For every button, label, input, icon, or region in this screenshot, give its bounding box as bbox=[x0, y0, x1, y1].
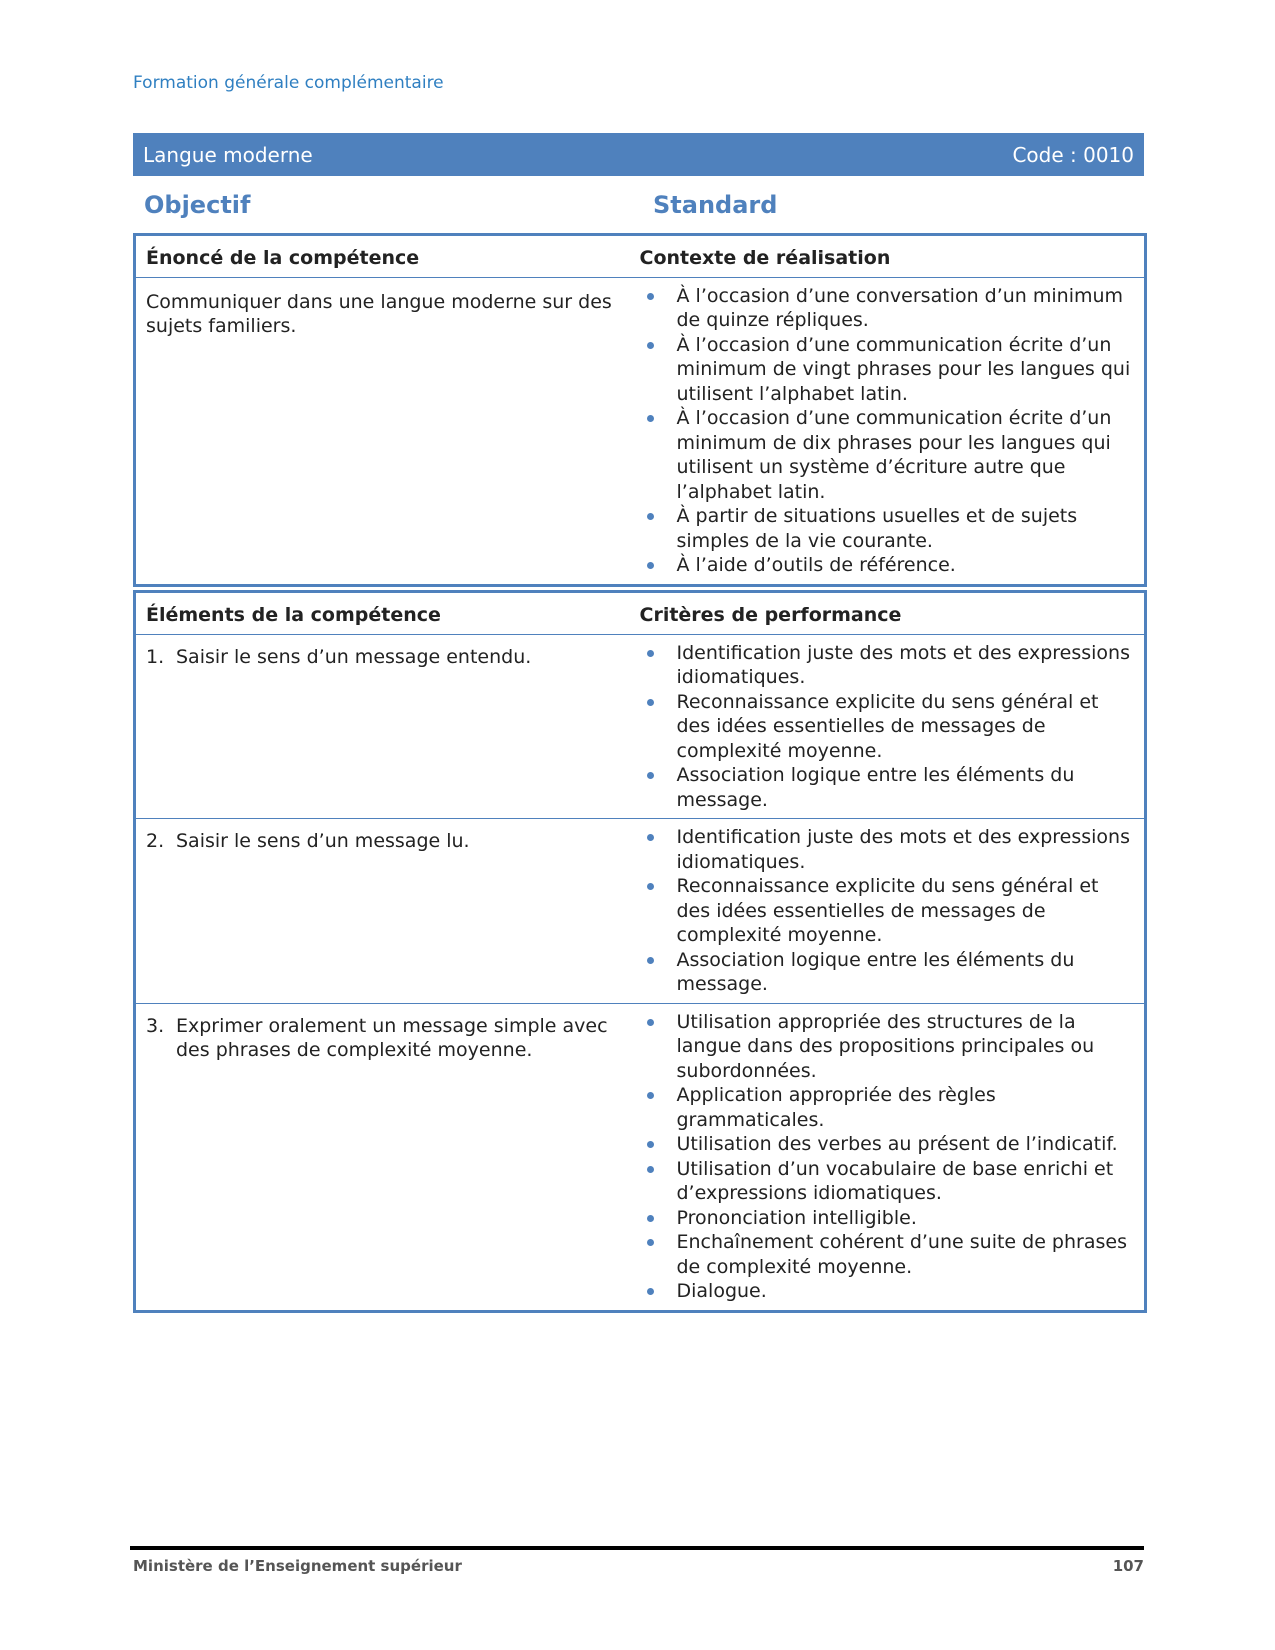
page-number: 107 bbox=[1112, 1557, 1144, 1575]
page-footer bbox=[133, 1557, 1144, 1575]
element-number: 1. bbox=[146, 645, 165, 668]
table-row bbox=[135, 1003, 1146, 1311]
criteria-item: Utilisation d’un vocabulaire de base enrichi et d’expressions idiomatiques. bbox=[640, 1157, 1135, 1206]
criteria-item: Association logique entre les éléments du message. bbox=[640, 763, 1135, 812]
criteria-list bbox=[640, 641, 1135, 813]
criteria-cell bbox=[630, 634, 1146, 819]
element-text: Exprimer oralement un message simple avec des phrases de complexité moyenne. bbox=[176, 1014, 608, 1061]
bullet-icon bbox=[647, 342, 654, 349]
criteria-item: Utilisation appropriée des structures de la langue dans des propositions principales ou subordonnées. bbox=[640, 1010, 1135, 1084]
criteria-list bbox=[640, 825, 1135, 997]
criteria-item: Reconnaissance explicite du sens général et des idées essentielles de messages de complexité moyenne. bbox=[640, 690, 1135, 764]
criteria-item: Utilisation des verbes au présent de l’indicatif. bbox=[640, 1132, 1135, 1157]
bullet-icon bbox=[647, 650, 654, 657]
bullet-icon bbox=[647, 1288, 654, 1295]
bullet-icon bbox=[647, 562, 654, 569]
elements-header: Éléments de la compétence bbox=[135, 592, 630, 635]
bullet-icon bbox=[647, 1019, 654, 1026]
statement-header: Énoncé de la compétence bbox=[135, 235, 630, 278]
criteria-cell bbox=[630, 819, 1146, 1004]
bullet-icon bbox=[647, 1166, 654, 1173]
context-item: À l’occasion d’une communication écrite d’un minimum de dix phrases pour les langues qui utilisent un système d’écriture autre que l’alphabet latin. bbox=[640, 406, 1135, 504]
footer-rule bbox=[130, 1546, 1144, 1550]
standard-heading: Standard bbox=[653, 191, 778, 219]
element-cell bbox=[135, 1003, 630, 1311]
element-number: 2. bbox=[146, 830, 165, 852]
bullet-icon bbox=[647, 415, 654, 422]
bullet-icon bbox=[647, 834, 654, 841]
context-item: À partir de situations usuelles et de sujets simples de la vie courante. bbox=[640, 504, 1135, 553]
criteria-item: Prononciation intelligible. bbox=[640, 1206, 1135, 1231]
bullet-icon bbox=[647, 957, 654, 964]
course-title-bar bbox=[133, 133, 1144, 176]
objective-heading: Objectif bbox=[144, 191, 251, 219]
bullet-icon bbox=[647, 1215, 654, 1222]
table-row bbox=[135, 819, 1146, 1004]
element-text: Saisir le sens d’un message lu. bbox=[176, 830, 470, 852]
criteria-cell bbox=[630, 1003, 1146, 1311]
bullet-icon bbox=[647, 1239, 654, 1246]
context-list bbox=[640, 284, 1135, 578]
competency-statement-table bbox=[133, 233, 1147, 587]
bullet-icon bbox=[647, 883, 654, 890]
bullet-icon bbox=[647, 1141, 654, 1148]
criteria-item: Association logique entre les éléments du message. bbox=[640, 948, 1135, 997]
element-text: Saisir le sens d’un message entendu. bbox=[176, 645, 532, 668]
context-item: À l’occasion d’une conversation d’un minimum de quinze répliques. bbox=[640, 284, 1135, 333]
bullet-icon bbox=[647, 513, 654, 520]
running-head: Formation générale complémentaire bbox=[133, 73, 444, 93]
criteria-item: Application appropriée des règles grammaticales. bbox=[640, 1083, 1135, 1132]
course-code: Code : 0010 bbox=[1012, 142, 1134, 167]
competency-statement: Communiquer dans une langue moderne sur des sujets familiers. bbox=[146, 290, 612, 337]
context-item: À l’occasion d’une communication écrite d’un minimum de vingt phrases pour les langues qui utilisent l’alphabet latin. bbox=[640, 333, 1135, 407]
element-number: 3. bbox=[146, 1014, 165, 1037]
criteria-list bbox=[640, 1010, 1135, 1304]
table-row bbox=[135, 634, 1146, 819]
criteria-item: Reconnaissance explicite du sens général et des idées essentielles de messages de complexité moyenne. bbox=[640, 874, 1135, 948]
context-header: Contexte de réalisation bbox=[630, 235, 1146, 278]
bullet-icon bbox=[647, 1092, 654, 1099]
context-cell bbox=[630, 277, 1146, 585]
criteria-item: Enchaînement cohérent d’une suite de phrases de complexité moyenne. bbox=[640, 1230, 1135, 1279]
element-cell bbox=[135, 634, 630, 819]
criteria-item: Dialogue. bbox=[640, 1279, 1135, 1304]
bullet-icon bbox=[647, 772, 654, 779]
element-cell bbox=[135, 819, 630, 1004]
context-item: À l’aide d’outils de référence. bbox=[640, 553, 1135, 578]
section-labels bbox=[133, 188, 1144, 228]
course-name: Langue moderne bbox=[143, 142, 313, 167]
bullet-icon bbox=[647, 293, 654, 300]
footer-publisher: Ministère de l’Enseignement supérieur bbox=[133, 1557, 462, 1575]
criteria-header: Critères de performance bbox=[630, 592, 1146, 635]
performance-criteria-table bbox=[133, 590, 1147, 1313]
criteria-item: Identification juste des mots et des expressions idiomatiques. bbox=[640, 825, 1135, 874]
criteria-item: Identification juste des mots et des expressions idiomatiques. bbox=[640, 641, 1135, 690]
bullet-icon bbox=[647, 699, 654, 706]
